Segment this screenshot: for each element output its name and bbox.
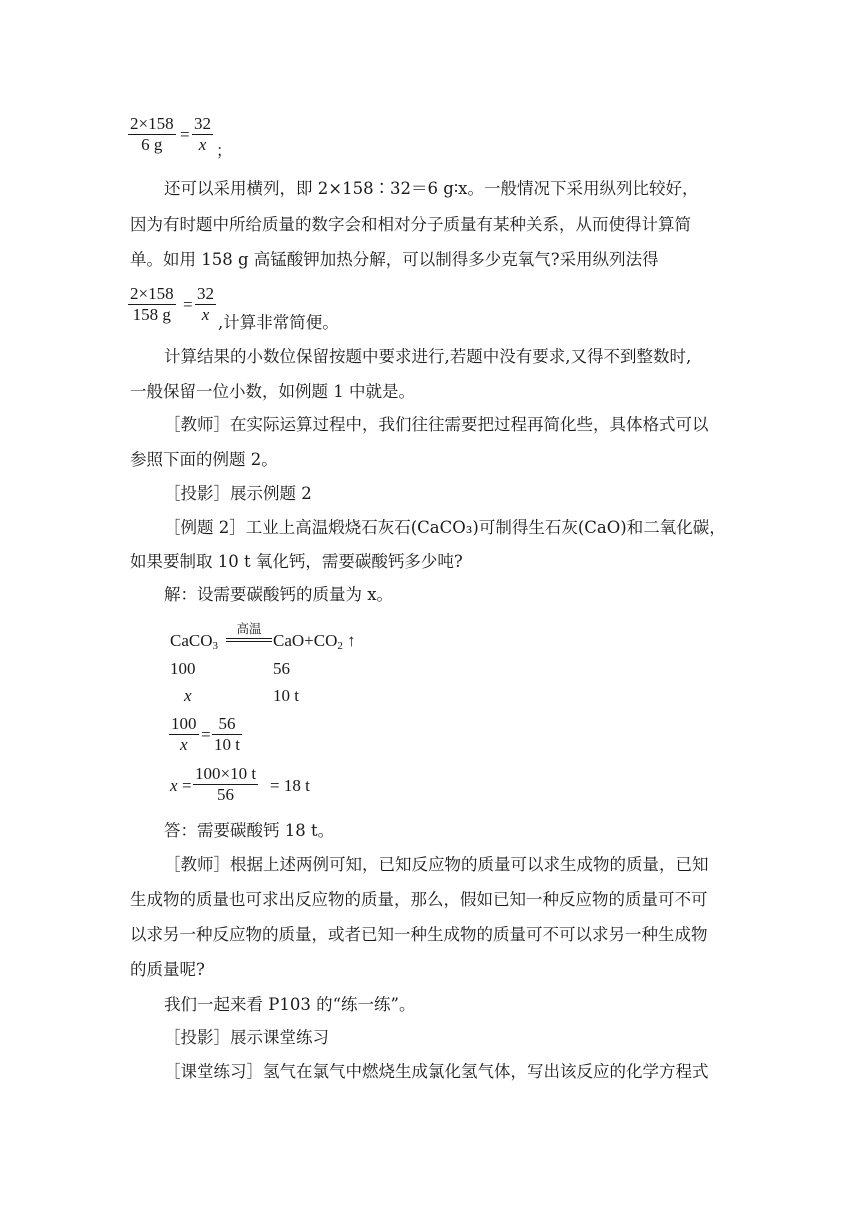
denominator: x bbox=[198, 135, 207, 155]
gas-arrow-icon: ↑ bbox=[347, 631, 356, 650]
reaction-reactant bbox=[170, 631, 218, 652]
subscript: 3 bbox=[212, 640, 218, 652]
paragraph-line: 生成物的质量也可求出反应物的质量，那么，假如已知一种反应物的质量可不可 bbox=[130, 890, 708, 909]
numerator: 2×158 bbox=[130, 114, 174, 133]
fraction bbox=[193, 764, 258, 805]
denominator: x bbox=[179, 735, 188, 755]
numerator: 56 bbox=[218, 714, 236, 733]
numerator: 100 bbox=[171, 714, 197, 733]
paragraph-line: ［教师］根据上述两例可知，已知反应物的质量可以求生成物的质量，已知 bbox=[164, 855, 709, 874]
paragraph-line: 答：需要碳酸钙 18 t。 bbox=[164, 821, 335, 840]
paragraph-line: 计算结果的小数位保留按题中要求进行,若题中没有要求,又得不到整数时, bbox=[164, 347, 692, 366]
unknown-x: x bbox=[184, 686, 192, 705]
paragraph-line: 单。如用 158 g 高锰酸钾加热分解，可以制得多少克氧气?采用纵列法得 bbox=[130, 250, 659, 269]
numerator: 32 bbox=[197, 284, 214, 303]
subscript: 2 bbox=[337, 640, 343, 652]
numerator: 100×10 t bbox=[195, 764, 257, 783]
fraction-left bbox=[128, 114, 176, 155]
equals-line-bottom bbox=[226, 641, 272, 642]
unknown-x: x bbox=[170, 776, 178, 795]
fraction-right bbox=[195, 284, 216, 325]
paragraph-line: ,计算非常简便。 bbox=[218, 313, 339, 332]
paragraph-line: 的质量呢? bbox=[130, 960, 205, 979]
given-mass: 10 t bbox=[273, 686, 299, 705]
equals-sign: = bbox=[201, 725, 211, 744]
paragraph-line: ［例题 2］工业上高温煅烧石灰石(CaCO₃)可制得生石灰(CaO)和二氧化碳， bbox=[164, 518, 726, 537]
paragraph-line: 如果要制取 10 t 氧化钙，需要碳酸钙多少吨? bbox=[130, 552, 463, 571]
paragraph-line: 以求另一种反应物的质量，或者已知一种生成物的质量可不可以求另一种生成物 bbox=[130, 925, 708, 944]
paragraph-line: 解：设需要碳酸钙的质量为 x。 bbox=[164, 585, 394, 604]
molar-mass-product: 56 bbox=[273, 659, 290, 678]
paragraph-line: ［教师］在实际运算过程中，我们往往需要把过程再简化些，具体格式可以 bbox=[164, 415, 709, 434]
reactant-formula: CaCO bbox=[170, 631, 213, 650]
equals-sign: = bbox=[182, 776, 192, 795]
paragraph-line: ［课堂练习］氢气在氯气中燃烧生成氯化氢气体，写出该反应的化学方程式 bbox=[164, 1062, 709, 1081]
denominator: 10 t bbox=[214, 735, 240, 755]
condition-label: 高温 bbox=[236, 621, 262, 636]
denominator: x bbox=[201, 305, 210, 325]
numerator: 32 bbox=[194, 114, 211, 133]
equals-line-top bbox=[226, 638, 272, 639]
products-formula: CaO+CO bbox=[273, 631, 338, 650]
paragraph-line: 因为有时题中所给质量的数字会和相对分子质量有某种关系，从而使得计算简 bbox=[130, 215, 691, 234]
denominator: 158 g bbox=[132, 305, 171, 325]
denominator: 6 g bbox=[141, 135, 163, 155]
equals-sign: = bbox=[183, 295, 193, 314]
fraction-left bbox=[128, 284, 176, 325]
paragraph-line: ［投影］展示课堂练习 bbox=[164, 1028, 329, 1047]
paragraph-line: 还可以采用横列，即 2×158∶32＝6 g∶x。一般情况下采用纵列比较好， bbox=[164, 179, 699, 198]
result: = 18 t bbox=[270, 776, 310, 795]
paragraph-line: 参照下面的例题 2。 bbox=[130, 450, 278, 469]
paragraph-line: 我们一起来看 P103 的“练一练”。 bbox=[164, 995, 416, 1014]
molar-mass-reactant: 100 bbox=[170, 659, 196, 678]
fraction-left bbox=[169, 714, 199, 755]
paragraph-line: ［投影］展示例题 2 bbox=[164, 484, 312, 503]
reaction-products bbox=[273, 631, 356, 652]
numerator: 2×158 bbox=[130, 284, 174, 303]
punctuation: ； bbox=[216, 141, 233, 160]
fraction-right bbox=[192, 114, 213, 155]
fraction-right bbox=[212, 714, 242, 755]
reaction-condition bbox=[226, 622, 272, 642]
denominator: 56 bbox=[217, 785, 235, 805]
equals-sign: = bbox=[180, 125, 190, 144]
paragraph-line: 一般保留一位小数，如例题 1 中就是。 bbox=[130, 382, 415, 401]
